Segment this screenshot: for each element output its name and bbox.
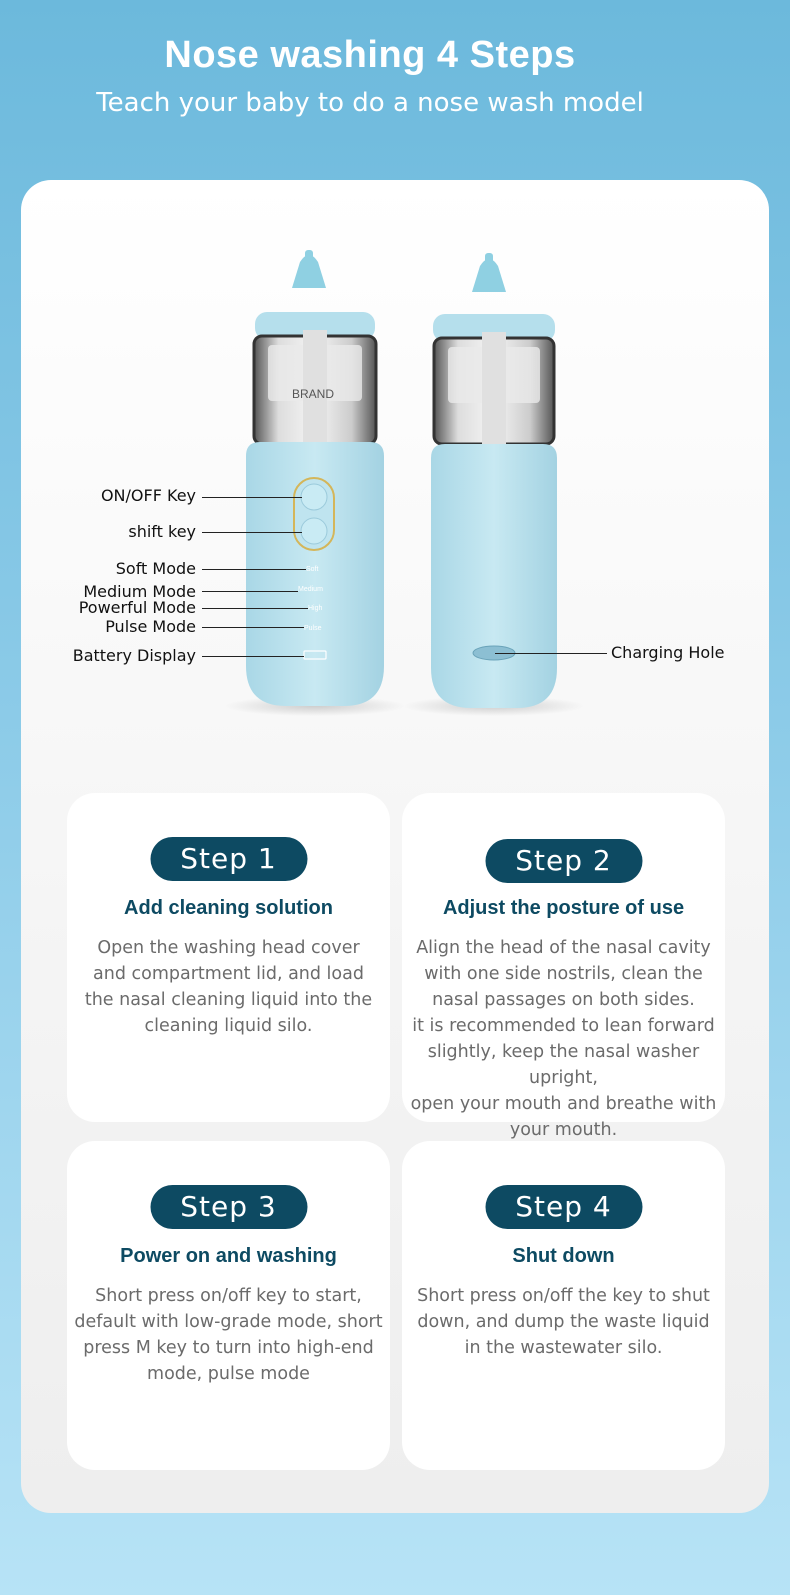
- page-subtitle: Teach your baby to do a nose wash model: [96, 88, 644, 118]
- label-on-off: ON/OFF Key: [100, 486, 196, 505]
- label-charging: Charging Hole: [611, 643, 725, 662]
- mark-high: High: [308, 605, 323, 612]
- pulse-leader: [202, 627, 304, 628]
- charging-leader: [495, 653, 607, 654]
- step-card-2: [402, 793, 725, 1140]
- step-description: Short press on/off the key to shut down, and dump the waste liquid in the wastewater silo.: [417, 1286, 710, 1358]
- medium-leader: [202, 591, 298, 592]
- mark-pulse: Pulse: [304, 625, 322, 632]
- step-badge: Step 1: [150, 837, 307, 881]
- step-description: Short press on/off key to start, default with low-grade mode, short press M key to turn into high-end mode, pulse mode: [74, 1286, 383, 1384]
- label-pulse: Pulse Mode: [105, 617, 196, 636]
- soft-leader: [202, 569, 306, 570]
- mark-medium: Medium: [298, 586, 323, 593]
- label-powerful: Powerful Mode: [78, 598, 196, 617]
- step-title: Shut down: [512, 1245, 615, 1267]
- on-off-leader: [202, 497, 302, 498]
- left-device: [246, 250, 384, 706]
- label-soft: Soft Mode: [115, 559, 196, 578]
- step-title: Adjust the posture of use: [442, 897, 685, 919]
- step-title: Add cleaning solution: [124, 897, 333, 919]
- device-illustration: [0, 0, 790, 760]
- step-card-1: [67, 793, 390, 1122]
- step-card-4: [402, 1141, 725, 1470]
- step-description: Align the head of the nasal cavity with one side nostrils, clean the nasal passages on both sides. it is recommended to lean forward slightly, keep the nasal washer upright, open your mouth and breathe with your mouth.: [410, 938, 717, 1140]
- step-badge: Step 2: [485, 839, 642, 883]
- label-battery: Battery Display: [72, 646, 196, 665]
- step-card-3: [67, 1141, 390, 1470]
- label-medium: Medium Mode: [83, 582, 196, 601]
- step-title: Power on and washing: [120, 1245, 337, 1267]
- step-badge: Step 3: [150, 1185, 307, 1229]
- mark-soft: Soft: [306, 566, 319, 573]
- right-device: [431, 253, 557, 708]
- powerful-leader: [202, 608, 308, 609]
- brand-text: BRAND: [292, 387, 335, 401]
- label-shift: shift key: [128, 522, 196, 541]
- step-badge: Step 4: [485, 1185, 642, 1229]
- page-title: Nose washing 4 Steps: [164, 34, 576, 76]
- battery-leader: [202, 656, 304, 657]
- step-description: Open the washing head cover and compartment lid, and load the nasal cleaning liquid into the cleaning liquid silo.: [84, 938, 373, 1036]
- shift-leader: [202, 532, 302, 533]
